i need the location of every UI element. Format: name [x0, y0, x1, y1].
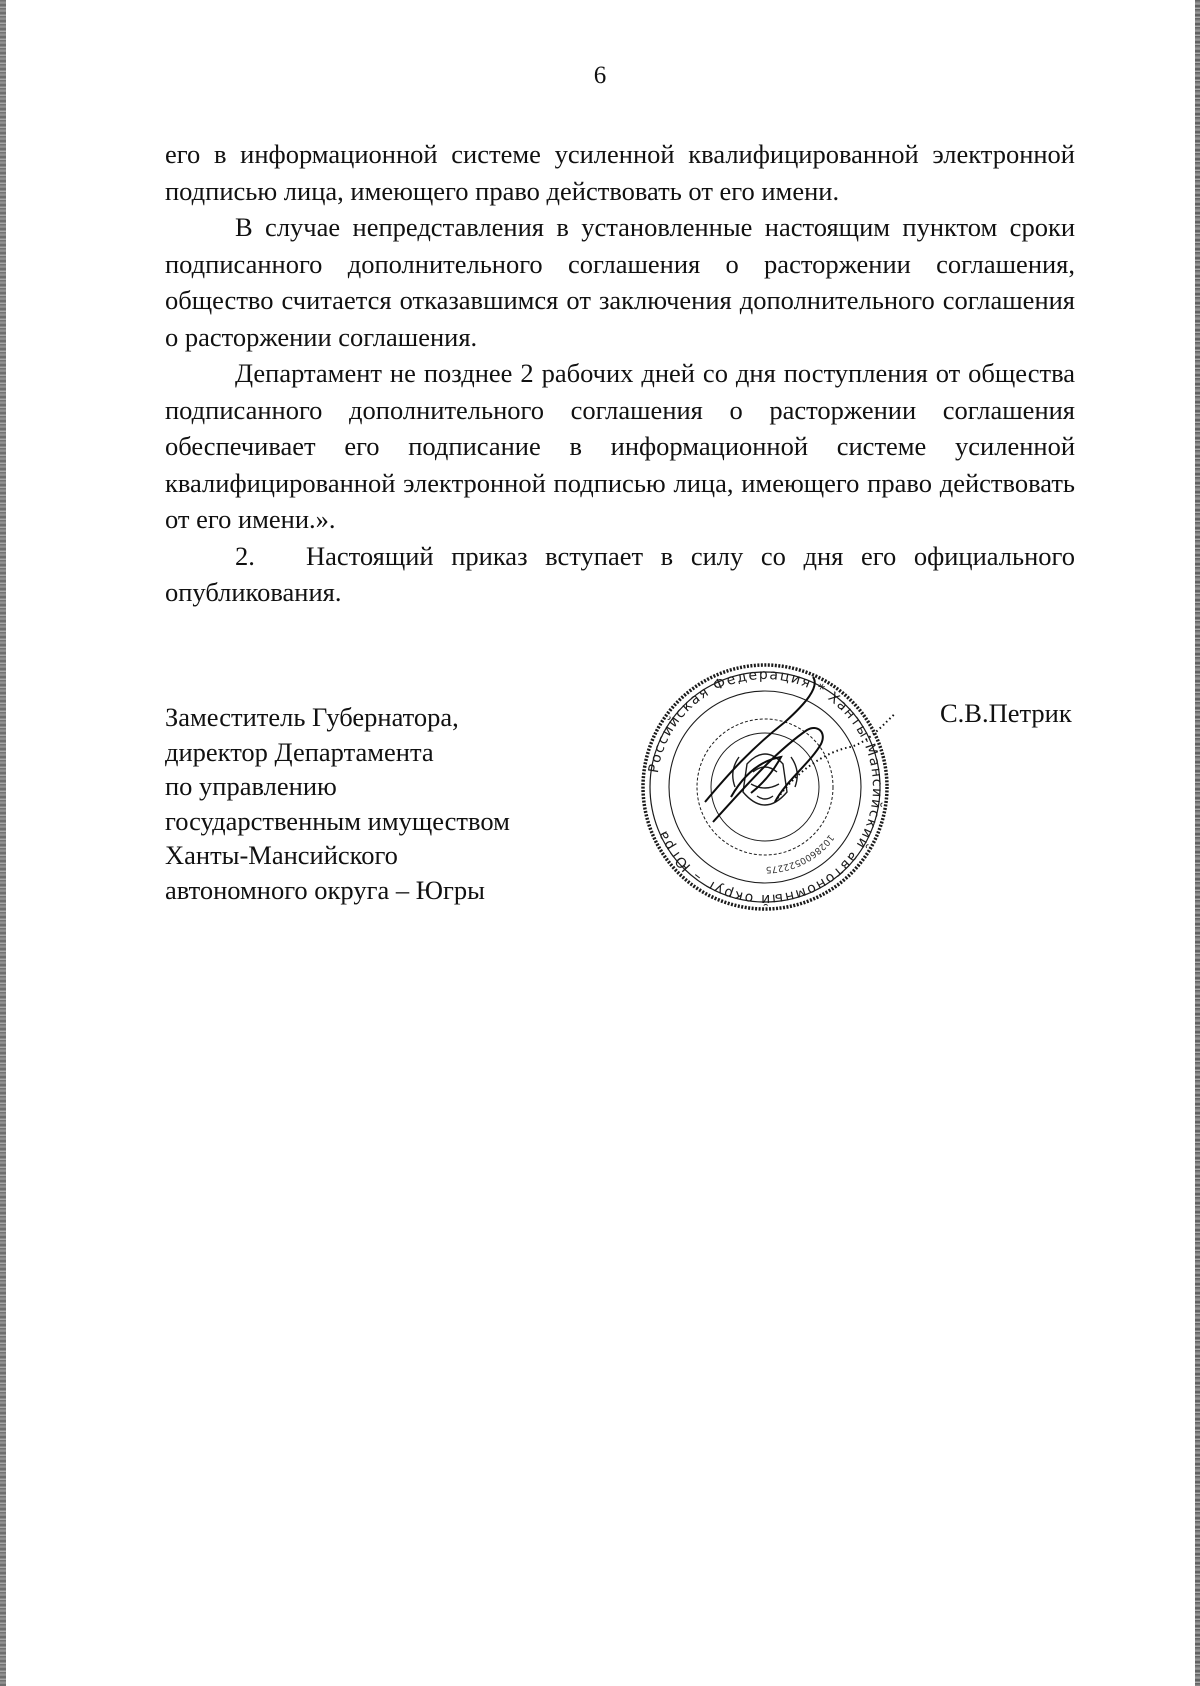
item-text: Настоящий приказ вступает в силу со дня его официального опубликования.: [165, 540, 1075, 607]
document-body: [165, 136, 1075, 611]
signatory-title-line: Заместитель Губернатора,: [165, 702, 459, 732]
signatory-title-line: Ханты-Мансийского: [165, 840, 398, 870]
scan-edge-right: [1195, 0, 1200, 1686]
paragraph-continuation: его в информационной системе усиленной квалифицированной электронной подписью лица, имеющего право действовать от его имени.: [165, 139, 1075, 206]
numbered-item-2: [165, 538, 1075, 611]
paragraph-department: Департамент не позднее 2 рабочих дней со дня поступления от общества подписанного дополнительного соглашения о расторжении соглашения обеспечивает его подписание в информационной системе усиленной квалифицированной электронной подписью лица, имеющего право действовать от его имени.».: [165, 358, 1075, 534]
signatory-title-line: по управлению: [165, 771, 337, 801]
svg-text:Российская Федерация * Ханты-М: [646, 667, 885, 907]
page-number: 6: [593, 62, 607, 89]
signatory-title-line: автономного округа – Югры: [165, 874, 485, 905]
paragraph-non-submission: В случае непредставления в установленные настоящим пунктом сроки подписанного дополнительного соглашения о расторжении соглашения, общество считается отказавшимся от заключения дополнительного соглашения о расторжении соглашения.: [165, 212, 1075, 352]
signatory-title: [165, 700, 510, 907]
seal-number-text: 1028600522275: [765, 832, 836, 875]
item-number: 2.: [235, 540, 255, 571]
signatory-title-line: государственным имуществом: [165, 805, 510, 836]
scan-edge-left: [0, 0, 6, 1686]
official-seal-stamp: [635, 652, 895, 922]
svg-text:1028600522275: [766, 832, 836, 874]
signatory-name: С.В.Петрик: [940, 698, 1072, 728]
signatory-title-line: директор Департамента: [165, 736, 434, 767]
seal-outer-text: Российская Федерация * Ханты-Мансийский автономный округ – Югра: [645, 666, 886, 908]
